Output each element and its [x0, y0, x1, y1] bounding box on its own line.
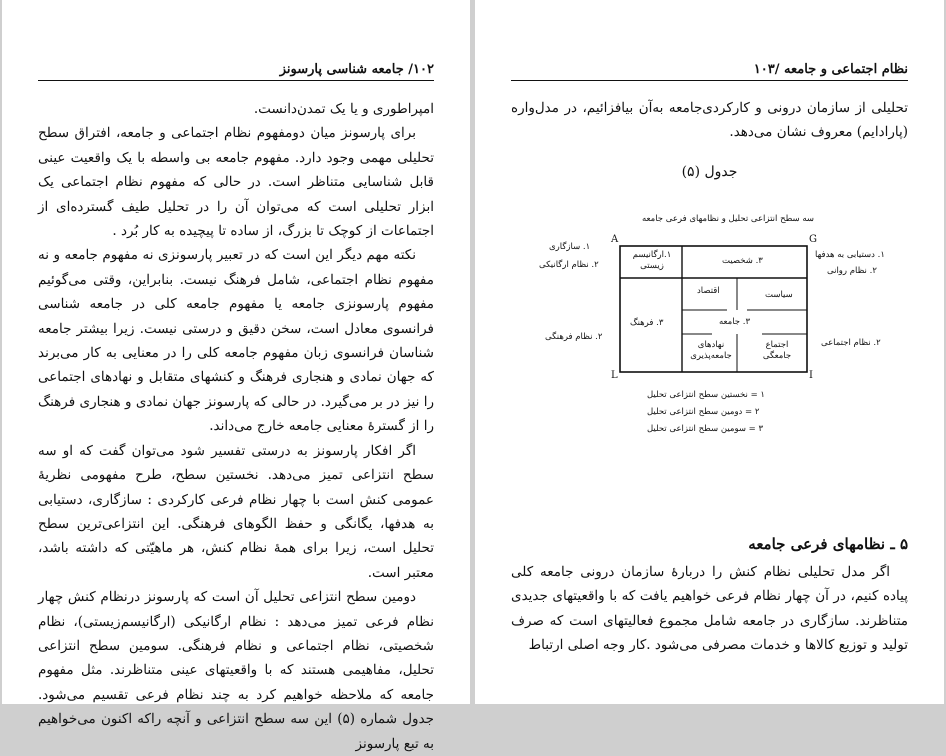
- page-header: نظام اجتماعی و جامعه /۱۰۳: [511, 62, 908, 81]
- cell-society: ۳. جامعه: [719, 317, 751, 327]
- paragraph: اگر افکار پارسونز به درستی تفسیر شود می‌توان گفت که او سه سطح انتزاعی تمیز می‌دهد. نخستین سطح، طرح مفهومی نظریهٔ عمومی کنش است با چهار نظام فرعی کارکردی : سازگاری، دستیابی به هدفها، یگانگی و حفظ الگوهای فرهنگی. این انتزاعی‌ترین سطح تحلیل است، زیرا برای همهٔ نظام کنش، هر ماهیّتی که داشته باشد، معتبر است.: [38, 442, 434, 581]
- cell-politics: سیاست: [765, 290, 793, 300]
- cell-organism: ۱.ارگانیسم زیستی: [632, 250, 672, 271]
- paragraph: نکته مهم دیگر این است که در تعبیر پارسونزی نه مفهوم جامعه و نه مفهوم نظام اجتماعی، شامل فرهنگ نیست. بنابراین، وقتی می‌گوئیم مفهوم پارسونزی جامعه یا مفهوم جامعه کلی در جامعه شناسی فرانسوی معادل است، سخن دقیق و درستی نیست. زیرا بیشتر جامعه شناسان فرانسوی زبان مفهوم جامعه کلی را در معنایی به کار می‌برند که جهان نمادی و هنجاری فرهنگ و کنشهای متقابل و نهادهای اجتماعی را نیز در بر می‌گیرد. در حالی که پارسونز جهان نمادی و هنجاری فرهنگ را از گسترهٔ معنایی جامعه خارج می‌داند.: [38, 247, 434, 435]
- paragraph: اگر مدل تحلیلی نظام کنش را دربارهٔ سازمان درونی جامعه کلی پیاده کنیم، در آن چهار نظام فرعی خواهیم یافت که با واقعیتهای جدیدی متناظرند. سازگاری در جامعه شامل مجموع فعالیتهای است که صرف تولید و توزیع کالاها و خدمات مصرفی می‌شود .کار وجه اصلی ارتباط: [511, 564, 908, 654]
- label-goal-attainment: ۱. دستیابی به هدفها: [815, 250, 885, 260]
- agil-diagram: [537, 206, 887, 446]
- corner-label-a: A: [611, 234, 619, 245]
- legend-item: ۲ = دومین سطح انتزاعی تحلیل: [647, 407, 760, 417]
- paragraph: برای پارسونز میان دومفهوم نظام اجتماعی و جامعه، افتراق سطح تحلیلی مهمی وجود دارد. مفهوم جامعه بی واسطه با یک واقعیت عینی قابل شناسایی متناظر است. در حالی که مفهوم نظام اجتماعی یک ابزار تحلیلی است که می‌توان آن را در تحلیل طیف گسترده‌ای از اجتماعات از کوچک تا بزرگ، از ساده تا پیچیده به کار بُرد .: [38, 125, 434, 240]
- intro-text: [511, 96, 908, 145]
- cell-culture: ۳. فرهنگ: [630, 318, 664, 328]
- legend-item: ۱ = نخستین سطح انتزاعی تحلیل: [647, 390, 765, 400]
- section-title: ۵ ـ نظامهای فرعی جامعه: [748, 535, 908, 553]
- cell-economy: اقتصاد: [697, 286, 720, 296]
- label-cultural-system: ۲. نظام فرهنگی: [545, 332, 603, 342]
- corner-label-g: G: [809, 234, 817, 245]
- label-social-system: ۲. نظام اجتماعی: [821, 338, 881, 348]
- paragraph: تحلیلی از سازمان درونی و کارکردی‌جامعه به‌آن بیافزائیم، در مدل‌واره (پارادایم) معروف نشان می‌دهد.: [511, 100, 908, 141]
- right-page: [475, 0, 944, 704]
- cell-community: اجتماع جامعگی: [762, 340, 792, 361]
- table-caption: جدول (۵): [681, 164, 738, 180]
- corner-label-i: I: [809, 370, 813, 381]
- page-header: ۱۰۲/ جامعه شناسی پارسونز: [38, 62, 434, 81]
- label-adaptation: ۱. سازگاری: [549, 242, 591, 252]
- label-psychic-system: ۲. نظام روانی: [827, 266, 877, 276]
- page-body: [38, 97, 434, 756]
- paragraph: امپراطوری و یا یک تمدن‌دانست.: [253, 101, 434, 117]
- diagram-title: سه سطح انتزاعی تحلیل و نظامهای فرعی جامعه: [642, 214, 815, 224]
- legend-item: ۳ = سومین سطح انتزاعی تحلیل: [647, 424, 764, 434]
- section-body: [511, 560, 908, 658]
- left-page: [2, 0, 470, 752]
- cell-personality: ۳. شخصیت: [722, 256, 763, 266]
- label-organic-system: ۲. نظام ارگانیکی: [539, 260, 599, 270]
- cell-institutions: نهادهای جامعه‌پذیری: [690, 340, 732, 361]
- paragraph: دومین سطح انتزاعی تحلیل آن است که پارسونز درنظام کنش چهار نظام فرعی تمیز می‌دهد : نظام ارگانیکی (ارگانیسم‌زیستی)، نظام شخصیتی، نظام اجتماعی و نظام فرهنگی. سومین سطح انتزاعی تحلیل، مفاهیمی هستند که با واقعیتهای عینی متناظرند. مثل مفهوم جامعه که ملاحظه خواهیم کرد به چند نظام فرعی تقسیم می‌شود. جدول شماره (۵) این سه سطح انتزاعی و آنچه راکه اکنون می‌خواهیم به تبع پارسونز: [38, 589, 434, 752]
- corner-label-l: L: [611, 370, 618, 381]
